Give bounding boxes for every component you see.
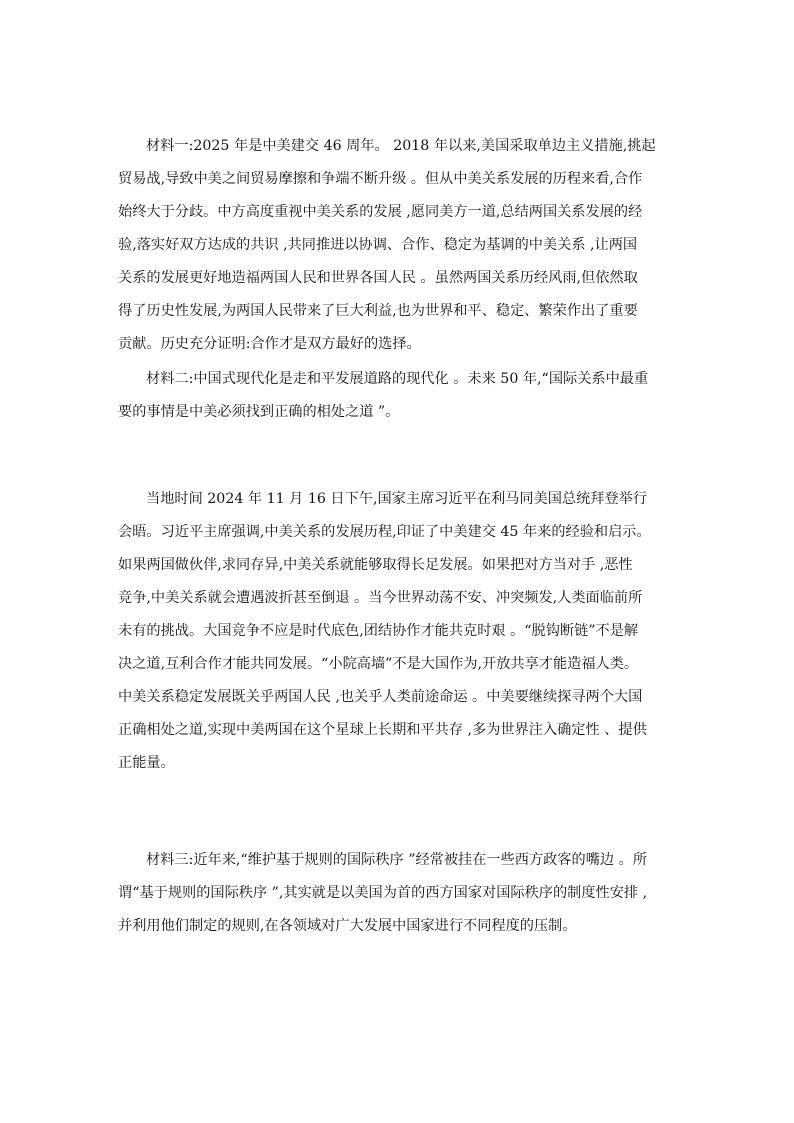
paragraph-1-line-6: 得了历史性发展,为两国人民带来了巨大利益,也为世界和平、稳定、繁荣作出了重要 [118,303,638,319]
paragraph-4-line-3: 并利用他们制定的规则,在各领域对广大发展中国家进行不同程度的压制。 [118,918,577,934]
paragraph-3-line-7: 中美关系稳定发展既关乎两国人民 ,也关乎人类前途命运 。中美要继续探寻两个大国 [118,689,643,705]
paragraph-2-line-2: 要的事情是中美必须找到正确的相处之道 ”。 [118,404,400,420]
paragraph-3-line-6: 决之道,互利合作才能共同发展。“小院高墙”不是大国作为,开放共享才能造福人类。 [118,656,639,672]
paragraph-1-line-1: 材料一:2025 年是中美建交 46 周年。 2018 年以来,美国采取单边主义措施,挑起 [146,138,656,154]
paragraph-3-line-1: 当地时间 2024 年 11 月 16 日下午,国家主席习近平在利马同美国总统拜登举行 [146,491,648,507]
paragraph-3-line-9: 正能量。 [118,755,175,771]
paragraph-3-line-3: 如果两国做伙伴,求同存异,中美关系就能够取得长足发展。如果把对方当对手 ,恶性 [118,557,633,573]
paragraph-3-line-4: 竞争,中美关系就会遭遇波折甚至倒退 。当今世界动荡不安、冲突频发,人类面临前所 [118,590,643,606]
paragraph-2-line-1: 材料二:中国式现代化是走和平发展道路的现代化 。未来 50 年,“国际关系中最重 [146,371,649,387]
paragraph-1-line-2: 贸易战,导致中美之间贸易摩擦和争端不断升级 。但从中美关系发展的历程来看,合作 [118,171,643,187]
paragraph-4-line-2: 谓“基于规则的国际秩序 ”,其实就是以美国为首的西方国家对国际秩序的制度性安排 , [118,885,648,901]
paragraph-3-line-2: 会晤。习近平主席强调,中美关系的发展历程,印证了中美建交 45 年来的经验和启示。 [118,524,651,540]
paragraph-4-line-1: 材料三:近年来,“维护基于规则的国际秩序 ”经常被挂在一些西方政客的嘴边 。所 [146,852,648,868]
paragraph-3-line-8: 正确相处之道,实现中美两国在这个星球上长期和平共存 ,多为世界注入确定性 、提供 [118,722,647,738]
paragraph-1-line-3: 始终大于分歧。中方高度重视中美关系的发展 ,愿同美方一道,总结两国关系发展的经 [118,204,643,220]
paragraph-1-line-4: 验,落实好双方达成的共识 ,共同推进以协调、合作、稳定为基调的中美关系 ,让两国 [118,237,638,253]
paragraph-1-line-7: 贡献。历史充分证明:合作才是双方最好的选择。 [118,336,421,352]
paragraph-1-line-5: 关系的发展更好地造福两国人民和世界各国人民 。虽然两国关系历经风雨,但依然取 [118,270,638,286]
paragraph-3-line-5: 未有的挑战。大国竞争不应是时代底色,团结协作才能共克时艰 。“脱钩断链”不是解 [118,623,639,639]
